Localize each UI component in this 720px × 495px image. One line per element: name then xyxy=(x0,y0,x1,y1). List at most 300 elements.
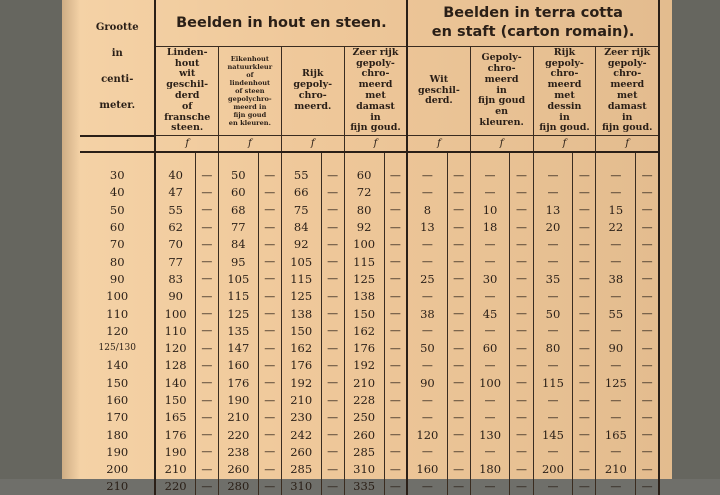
cents-dash-cell: — xyxy=(384,339,407,356)
cents-dash-cell: — xyxy=(195,357,218,374)
table-row xyxy=(80,270,659,287)
column-header-line: Zeer rijk xyxy=(596,48,658,59)
column-header-6 xyxy=(470,47,533,136)
cents-dash-cell: — xyxy=(636,357,659,374)
cents-dash-cell: — xyxy=(447,184,470,201)
spacer-cell xyxy=(195,152,218,167)
size-cell: 80 xyxy=(80,253,155,270)
cents-dash-cell: — xyxy=(384,218,407,235)
spacer-cell xyxy=(510,152,533,167)
cents-dash-cell: — xyxy=(636,270,659,287)
column-header-5 xyxy=(407,47,470,136)
column-header-line: hout xyxy=(156,59,217,70)
wood-stone-group-header xyxy=(155,0,407,47)
cents-dash-cell: — xyxy=(321,322,344,339)
cents-dash-cell: — xyxy=(573,374,596,391)
cents-dash-cell: — xyxy=(573,184,596,201)
price-cell: 115 xyxy=(281,270,321,287)
price-cell: 210 xyxy=(155,461,195,478)
price-cell: 38 xyxy=(407,305,447,322)
cents-dash-cell: — xyxy=(195,184,218,201)
cents-dash-cell: — xyxy=(321,391,344,408)
currency-label: f xyxy=(407,136,470,152)
cents-dash-cell: — xyxy=(636,218,659,235)
price-cell: — xyxy=(596,478,636,495)
cents-dash-cell: — xyxy=(321,218,344,235)
cents-dash-cell: — xyxy=(195,201,218,218)
price-cell: 310 xyxy=(344,461,384,478)
price-cell: 310 xyxy=(281,478,321,495)
price-cell: 165 xyxy=(596,426,636,443)
cents-dash-cell: — xyxy=(195,322,218,339)
currency-label: f xyxy=(155,136,218,152)
price-cell: 210 xyxy=(218,409,258,426)
price-cell: 50 xyxy=(407,339,447,356)
cents-dash-cell: — xyxy=(195,253,218,270)
cents-dash-cell: — xyxy=(636,478,659,495)
price-cell: — xyxy=(533,288,573,305)
cents-dash-cell: — xyxy=(321,443,344,460)
price-cell: 90 xyxy=(155,288,195,305)
size-cell: 100 xyxy=(80,288,155,305)
price-cell: 285 xyxy=(344,443,384,460)
price-cell: — xyxy=(533,184,573,201)
price-cell: — xyxy=(533,443,573,460)
column-header-line: Rijk xyxy=(534,48,596,59)
cents-dash-cell: — xyxy=(384,201,407,218)
price-cell: 176 xyxy=(281,357,321,374)
cents-dash-cell: — xyxy=(384,478,407,495)
price-cell: 210 xyxy=(596,461,636,478)
column-header-line: fransche xyxy=(156,113,217,124)
cents-dash-cell: — xyxy=(447,322,470,339)
column-header-line: fijn goud. xyxy=(596,123,658,134)
price-cell: 45 xyxy=(470,305,510,322)
column-header-line: natuurkleur xyxy=(219,63,281,71)
table-row xyxy=(80,357,659,374)
table-row xyxy=(80,201,659,218)
cents-dash-cell: — xyxy=(573,201,596,218)
size-cell: 110 xyxy=(80,305,155,322)
cents-dash-cell: — xyxy=(447,236,470,253)
price-table xyxy=(80,0,660,495)
price-cell: 55 xyxy=(596,305,636,322)
cents-dash-cell: — xyxy=(573,322,596,339)
column-header-line: meerd xyxy=(534,80,596,91)
column-header-line: gepoly- xyxy=(534,59,596,70)
price-cell: — xyxy=(533,167,573,184)
price-cell: 92 xyxy=(281,236,321,253)
terracotta-group-header xyxy=(407,0,659,47)
column-header-line: geschil- xyxy=(156,80,217,91)
cents-dash-cell: — xyxy=(510,339,533,356)
price-cell: 260 xyxy=(218,461,258,478)
cents-dash-cell: — xyxy=(573,391,596,408)
cents-dash-cell: — xyxy=(510,218,533,235)
cents-dash-cell: — xyxy=(636,443,659,460)
column-header-line: chro- xyxy=(534,69,596,80)
cents-dash-cell: — xyxy=(447,253,470,270)
wood-stone-title: Beelden in hout en steen. xyxy=(176,15,386,31)
cents-dash-cell: — xyxy=(195,167,218,184)
cents-dash-cell: — xyxy=(258,374,281,391)
price-cell: 60 xyxy=(470,339,510,356)
size-cell: 90 xyxy=(80,270,155,287)
table-row xyxy=(80,426,659,443)
cents-dash-cell: — xyxy=(573,288,596,305)
cents-dash-cell: — xyxy=(636,426,659,443)
price-cell: — xyxy=(596,322,636,339)
price-cell: 55 xyxy=(155,201,195,218)
cents-dash-cell: — xyxy=(510,236,533,253)
spacer-cell xyxy=(573,152,596,167)
cents-dash-cell: — xyxy=(636,374,659,391)
size-cell: 140 xyxy=(80,357,155,374)
price-cell: — xyxy=(470,184,510,201)
price-cell: 165 xyxy=(155,409,195,426)
price-cell: — xyxy=(596,236,636,253)
size-cell: 200 xyxy=(80,461,155,478)
price-cell: 72 xyxy=(344,184,384,201)
table-row xyxy=(80,461,659,478)
price-cell: 35 xyxy=(533,270,573,287)
cents-dash-cell: — xyxy=(258,339,281,356)
cents-dash-cell: — xyxy=(384,167,407,184)
column-header-line: damast xyxy=(596,102,658,113)
column-header-3 xyxy=(281,47,344,136)
column-header-line: gepolychro- xyxy=(219,95,281,103)
cents-dash-cell: — xyxy=(447,409,470,426)
currency-label: f xyxy=(470,136,533,152)
price-cell: 150 xyxy=(281,322,321,339)
column-header-line: geschil- xyxy=(408,86,469,97)
price-cell: 77 xyxy=(218,218,258,235)
price-cell: 176 xyxy=(155,426,195,443)
cents-dash-cell: — xyxy=(510,409,533,426)
spacer-cell xyxy=(533,152,573,167)
cents-dash-cell: — xyxy=(510,391,533,408)
column-header-line: en xyxy=(471,107,533,118)
price-cell: 125 xyxy=(281,288,321,305)
cents-dash-cell: — xyxy=(636,391,659,408)
column-header-8 xyxy=(596,47,659,136)
column-header-line: met xyxy=(534,91,596,102)
price-cell: — xyxy=(470,167,510,184)
cents-dash-cell: — xyxy=(258,218,281,235)
column-header-line: fijn goud. xyxy=(534,123,596,134)
cents-dash-cell: — xyxy=(258,478,281,495)
grootte-line: meter. xyxy=(80,93,154,119)
column-header-line: of steen xyxy=(219,87,281,95)
price-cell: — xyxy=(596,288,636,305)
cents-dash-cell: — xyxy=(447,201,470,218)
price-cell: 147 xyxy=(218,339,258,356)
price-cell: 110 xyxy=(155,322,195,339)
sub-header-row xyxy=(80,47,659,136)
cents-dash-cell: — xyxy=(195,461,218,478)
cents-dash-cell: — xyxy=(384,184,407,201)
size-cell: 50 xyxy=(80,201,155,218)
cents-dash-cell: — xyxy=(573,478,596,495)
cents-dash-cell: — xyxy=(321,167,344,184)
cents-dash-cell: — xyxy=(447,288,470,305)
column-header-line: in xyxy=(534,113,596,124)
table-row xyxy=(80,443,659,460)
spacer-cell xyxy=(447,152,470,167)
column-header-line: meerd. xyxy=(282,102,344,113)
price-cell: — xyxy=(470,288,510,305)
cents-dash-cell: — xyxy=(321,426,344,443)
cents-dash-cell: — xyxy=(447,391,470,408)
price-cell: 200 xyxy=(533,461,573,478)
paper-edge-shadow xyxy=(62,0,80,479)
price-cell: — xyxy=(470,409,510,426)
cents-dash-cell: — xyxy=(510,426,533,443)
column-header-line: Wit xyxy=(408,75,469,86)
column-header-1 xyxy=(155,47,218,136)
cents-dash-cell: — xyxy=(573,218,596,235)
cents-dash-cell: — xyxy=(321,201,344,218)
column-header-line: meerd xyxy=(345,80,407,91)
cents-dash-cell: — xyxy=(321,357,344,374)
price-cell: 210 xyxy=(344,374,384,391)
cents-dash-cell: — xyxy=(195,236,218,253)
cents-dash-cell: — xyxy=(195,478,218,495)
cents-dash-cell: — xyxy=(321,253,344,270)
price-cell: 160 xyxy=(218,357,258,374)
cents-dash-cell: — xyxy=(195,409,218,426)
price-cell: 77 xyxy=(155,253,195,270)
price-cell: — xyxy=(596,409,636,426)
price-cell: — xyxy=(470,357,510,374)
grootte-line: centi- xyxy=(80,67,154,93)
spacer-cell xyxy=(80,152,155,167)
price-cell: 62 xyxy=(155,218,195,235)
cents-dash-cell: — xyxy=(321,478,344,495)
spacer-cell xyxy=(321,152,344,167)
price-cell: 100 xyxy=(470,374,510,391)
cents-dash-cell: — xyxy=(258,391,281,408)
cents-dash-cell: — xyxy=(384,288,407,305)
cents-dash-cell: — xyxy=(384,426,407,443)
price-cell: 140 xyxy=(155,374,195,391)
cents-dash-cell: — xyxy=(510,184,533,201)
price-cell: 190 xyxy=(155,443,195,460)
price-cell: — xyxy=(407,443,447,460)
spacer-cell xyxy=(384,152,407,167)
column-header-line: of xyxy=(156,102,217,113)
price-cell: 8 xyxy=(407,201,447,218)
price-cell: 192 xyxy=(344,357,384,374)
spacer-cell xyxy=(281,152,321,167)
price-cell: 130 xyxy=(470,426,510,443)
price-cell: 125 xyxy=(596,374,636,391)
spacer-cell xyxy=(344,152,384,167)
price-cell: 84 xyxy=(281,218,321,235)
price-cell: 20 xyxy=(533,218,573,235)
price-cell: 135 xyxy=(218,322,258,339)
cents-dash-cell: — xyxy=(384,305,407,322)
price-cell: 228 xyxy=(344,391,384,408)
price-cell: 90 xyxy=(407,374,447,391)
price-cell: — xyxy=(533,322,573,339)
cents-dash-cell: — xyxy=(384,409,407,426)
size-cell: 40 xyxy=(80,184,155,201)
column-header-7 xyxy=(533,47,596,136)
spacer-cell xyxy=(636,152,659,167)
price-cell: — xyxy=(470,236,510,253)
cents-dash-cell: — xyxy=(573,357,596,374)
cents-dash-cell: — xyxy=(258,322,281,339)
price-cell: 50 xyxy=(218,167,258,184)
cents-dash-cell: — xyxy=(573,339,596,356)
price-cell: 260 xyxy=(344,426,384,443)
price-cell: 100 xyxy=(155,305,195,322)
cents-dash-cell: — xyxy=(636,409,659,426)
column-header-line: derd. xyxy=(408,96,469,107)
cents-dash-cell: — xyxy=(195,339,218,356)
cents-dash-cell: — xyxy=(510,288,533,305)
price-cell: 260 xyxy=(281,443,321,460)
price-cell: 18 xyxy=(470,218,510,235)
cents-dash-cell: — xyxy=(573,236,596,253)
price-cell: 66 xyxy=(281,184,321,201)
currency-label: f xyxy=(281,136,344,152)
grootte-line: Grootte xyxy=(80,15,154,41)
price-cell: — xyxy=(407,478,447,495)
cents-dash-cell: — xyxy=(258,305,281,322)
price-cell: — xyxy=(533,236,573,253)
column-header-line: en kleuren. xyxy=(219,119,281,127)
price-cell: — xyxy=(407,357,447,374)
cents-dash-cell: — xyxy=(573,409,596,426)
cents-dash-cell: — xyxy=(321,288,344,305)
price-cell: 210 xyxy=(281,391,321,408)
size-cell: 150 xyxy=(80,374,155,391)
price-cell: 50 xyxy=(533,305,573,322)
currency-label: f xyxy=(344,136,407,152)
price-cell: 280 xyxy=(218,478,258,495)
cents-dash-cell: — xyxy=(573,461,596,478)
column-header-line: gepoly- xyxy=(596,59,658,70)
cents-dash-cell: — xyxy=(573,305,596,322)
column-header-line: chro- xyxy=(345,69,407,80)
cents-dash-cell: — xyxy=(321,409,344,426)
cents-dash-cell: — xyxy=(447,218,470,235)
cents-dash-cell: — xyxy=(510,270,533,287)
price-cell: 162 xyxy=(344,322,384,339)
price-cell: 120 xyxy=(407,426,447,443)
size-cell: 125/130 xyxy=(80,339,155,356)
price-cell: 30 xyxy=(470,270,510,287)
spacer-cell xyxy=(470,152,510,167)
cents-dash-cell: — xyxy=(447,305,470,322)
table-row xyxy=(80,339,659,356)
price-cell: 115 xyxy=(344,253,384,270)
price-cell: 145 xyxy=(533,426,573,443)
price-cell: 55 xyxy=(281,167,321,184)
price-cell: 22 xyxy=(596,218,636,235)
table-row xyxy=(80,374,659,391)
price-cell: 180 xyxy=(470,461,510,478)
cents-dash-cell: — xyxy=(258,236,281,253)
price-cell: 120 xyxy=(155,339,195,356)
column-header-line: in xyxy=(345,113,407,124)
cents-dash-cell: — xyxy=(195,426,218,443)
price-cell: 75 xyxy=(281,201,321,218)
column-header-line: dessin xyxy=(534,102,596,113)
price-cell: 230 xyxy=(281,409,321,426)
currency-label: f xyxy=(596,136,659,152)
column-header-line: Zeer rijk xyxy=(345,48,407,59)
size-cell: 190 xyxy=(80,443,155,460)
price-cell: 190 xyxy=(218,391,258,408)
column-header-line: fijn goud xyxy=(219,111,281,119)
cents-dash-cell: — xyxy=(447,339,470,356)
column-header-line: met xyxy=(596,91,658,102)
cents-dash-cell: — xyxy=(258,357,281,374)
column-header-line: meerd in xyxy=(219,103,281,111)
cents-dash-cell: — xyxy=(447,270,470,287)
cents-dash-cell: — xyxy=(573,253,596,270)
table-row xyxy=(80,322,659,339)
price-cell: — xyxy=(470,253,510,270)
cents-dash-cell: — xyxy=(195,218,218,235)
price-cell: — xyxy=(407,288,447,305)
cents-dash-cell: — xyxy=(447,478,470,495)
size-cell: 170 xyxy=(80,409,155,426)
column-header-line: fijn goud. xyxy=(345,123,407,134)
cents-dash-cell: — xyxy=(636,201,659,218)
price-cell: — xyxy=(533,391,573,408)
cents-dash-cell: — xyxy=(195,288,218,305)
cents-dash-cell: — xyxy=(447,167,470,184)
cents-dash-cell: — xyxy=(636,305,659,322)
table-row xyxy=(80,305,659,322)
price-cell: — xyxy=(596,253,636,270)
cents-dash-cell: — xyxy=(384,270,407,287)
column-header-4 xyxy=(344,47,407,136)
cents-dash-cell: — xyxy=(384,322,407,339)
size-cell: 180 xyxy=(80,426,155,443)
cents-dash-cell: — xyxy=(258,409,281,426)
cents-dash-cell: — xyxy=(510,478,533,495)
column-header-line: kleuren. xyxy=(471,118,533,129)
cents-dash-cell: — xyxy=(195,270,218,287)
price-cell: 220 xyxy=(218,426,258,443)
price-cell: — xyxy=(596,184,636,201)
cents-dash-cell: — xyxy=(321,236,344,253)
cents-dash-cell: — xyxy=(573,270,596,287)
column-header-line: chro- xyxy=(282,91,344,102)
size-cell: 160 xyxy=(80,391,155,408)
cents-dash-cell: — xyxy=(510,461,533,478)
column-header-line: of xyxy=(219,71,281,79)
price-cell: 150 xyxy=(155,391,195,408)
table-row xyxy=(80,236,659,253)
price-cell: 115 xyxy=(218,288,258,305)
cents-dash-cell: — xyxy=(384,374,407,391)
column-header-line: met xyxy=(345,91,407,102)
cents-dash-cell: — xyxy=(636,236,659,253)
currency-label: f xyxy=(533,136,596,152)
price-cell: — xyxy=(407,253,447,270)
column-header-line: in xyxy=(596,113,658,124)
cents-dash-cell: — xyxy=(258,167,281,184)
spacer-cell xyxy=(218,152,258,167)
cents-dash-cell: — xyxy=(573,443,596,460)
column-header-line: chro- xyxy=(596,69,658,80)
